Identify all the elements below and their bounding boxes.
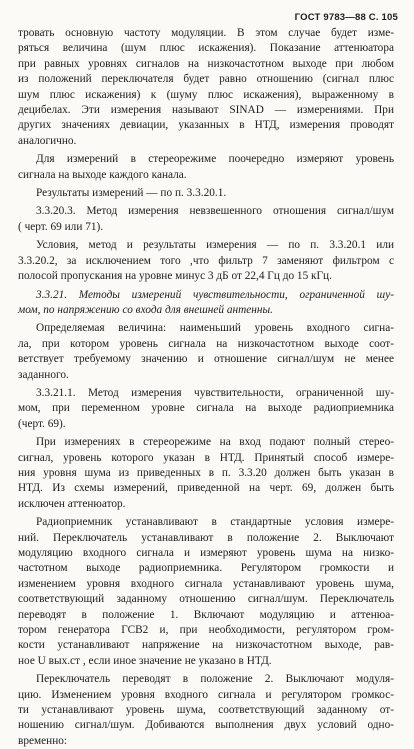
text-line: Переключатель переводят в положение 2. Выключают модуля- (36, 673, 394, 686)
paragraph (18, 515, 394, 669)
paragraph (18, 386, 394, 432)
text-line: кости устанавливают напряжение на низкочастотном выходе, рав- (18, 639, 394, 652)
text-line: НТД. Из схемы измерений, приведенной на черт. 69, должен быть (18, 482, 394, 495)
text-line: переводят в положение 1. Включают модуляцию и аттенюа- (18, 608, 394, 621)
text-line: ний. Переключатель устанавливают в положение 2. Выключают (18, 531, 394, 544)
text-line: (черт. 69). (18, 417, 66, 430)
text-line: соответствующий заданному отношению сигнал/шум. Переключатель (18, 593, 394, 606)
text-line: ношению сигнал/шум. Добиваются выполнения двух условий одно- (18, 719, 394, 732)
paragraph (18, 672, 394, 749)
text-line: 3.3.20.2, за исключением того ,что фильтр 7 заменяют фильтром с (18, 254, 394, 267)
paragraph (18, 26, 394, 149)
text-line: Определяемая величина: наименьший уровень входного сигна- (36, 322, 394, 335)
text-line: Результаты измерений — по п. 3.3.20.1. (36, 187, 227, 200)
text-line: полосой пропускания на уровне минус 3 дБ от 22,4 Гц до 15 кГц. (18, 270, 332, 283)
text-line: исключен аттенюатор. (18, 497, 126, 510)
text-line: ти устанавливают уровень шума, соответствующий заданному от- (18, 704, 394, 717)
document-body (18, 26, 394, 749)
text-line: модуляцию входного сигнала и измеряют уровень шума на низко- (18, 547, 394, 559)
paragraph (18, 238, 394, 284)
text-line: других значениях девиации, указанных в НТД, измерения проводят (18, 119, 394, 132)
text-line: ряться величина (шум плюс искажения). Показание аттенюатора (18, 42, 394, 55)
text-line: временно: (18, 734, 68, 747)
paragraph (18, 204, 394, 235)
text-line: из положений переключателя будет равно отношению (сигнал плюс (18, 73, 394, 86)
section-heading (18, 288, 394, 319)
text-line: децибелах. Эти измерения называют SINAD — измерениями. При (18, 104, 394, 117)
text-line: 3.3.21.1. Метод измерения чувствительности, ограниченной шу- (36, 386, 394, 399)
text-line: ное U вых.ст , если иное значение не указано в НТД. (18, 654, 272, 667)
text-line: тором генератора ГСВ2 и, при необходимости, регулятором гром- (18, 624, 394, 637)
text-line: цию. Изменением уровня входного сигнала и регулятором громкос- (18, 688, 394, 701)
text-line: Радиоприемник устанавливают в стандартные условия измере- (36, 516, 394, 529)
text-line: ла, при котором уровень сигнала на низкочастотном выходе соот- (18, 337, 394, 350)
text-line: мом, при переменном уровне сигнала на выходе радиоприемника (18, 402, 394, 415)
text-line: аналогично. (18, 134, 77, 147)
paragraph (18, 186, 394, 201)
text-line: 3.3.21. Методы измерений чувствительности, ограниченной шу- (36, 288, 394, 301)
text-line: при равных уровнях сигналов на низкочастотном выходе при любом (18, 57, 394, 70)
text-line: ветствует требуемому значению и отношение сигнал/шум не менее (18, 353, 394, 366)
text-line: сигнал, уровень которого указан в НТД. Принятый способ измере- (18, 451, 394, 464)
text-line: 3.3.20.3. Метод измерения невзвешенного отношения сигнал/шум (36, 205, 394, 218)
text-line: изменением уровня входного сигнала устанавливают уровень шума, (18, 577, 394, 590)
text-line: мом, по напряжению со входа для внешней антенны. (18, 303, 273, 316)
text-line: частотном выходе радиоприемника. Регулятором громкости и (18, 562, 394, 575)
text-line: При измерениях в стереорежиме на вход подают полный стерео- (36, 436, 394, 449)
text-line: заданного. (18, 368, 69, 381)
text-line: сигнала на выходе каждого канала. (18, 168, 187, 181)
text-line: Для измерений в стереорежиме поочередно измеряют уровень (36, 153, 394, 166)
paragraph (18, 321, 394, 383)
text-line: ния уровня шума из приведенных в п. 3.3.20 должен быть указан в (18, 466, 394, 479)
text-line: Условия, метод и результаты измерения — по п. 3.3.20.1 или (36, 239, 394, 252)
paragraph (18, 435, 394, 512)
text-line: тровать основную частоту модуляции. В этом случае будет изме- (18, 27, 394, 39)
text-line: шум плюс искажения) к (шуму плюс искажения), выраженному в (18, 88, 394, 101)
running-header: ГОСТ 9783—88 С. 105 (294, 12, 398, 23)
text-line: ( черт. 69 или 71). (18, 220, 104, 233)
paragraph (18, 152, 394, 183)
